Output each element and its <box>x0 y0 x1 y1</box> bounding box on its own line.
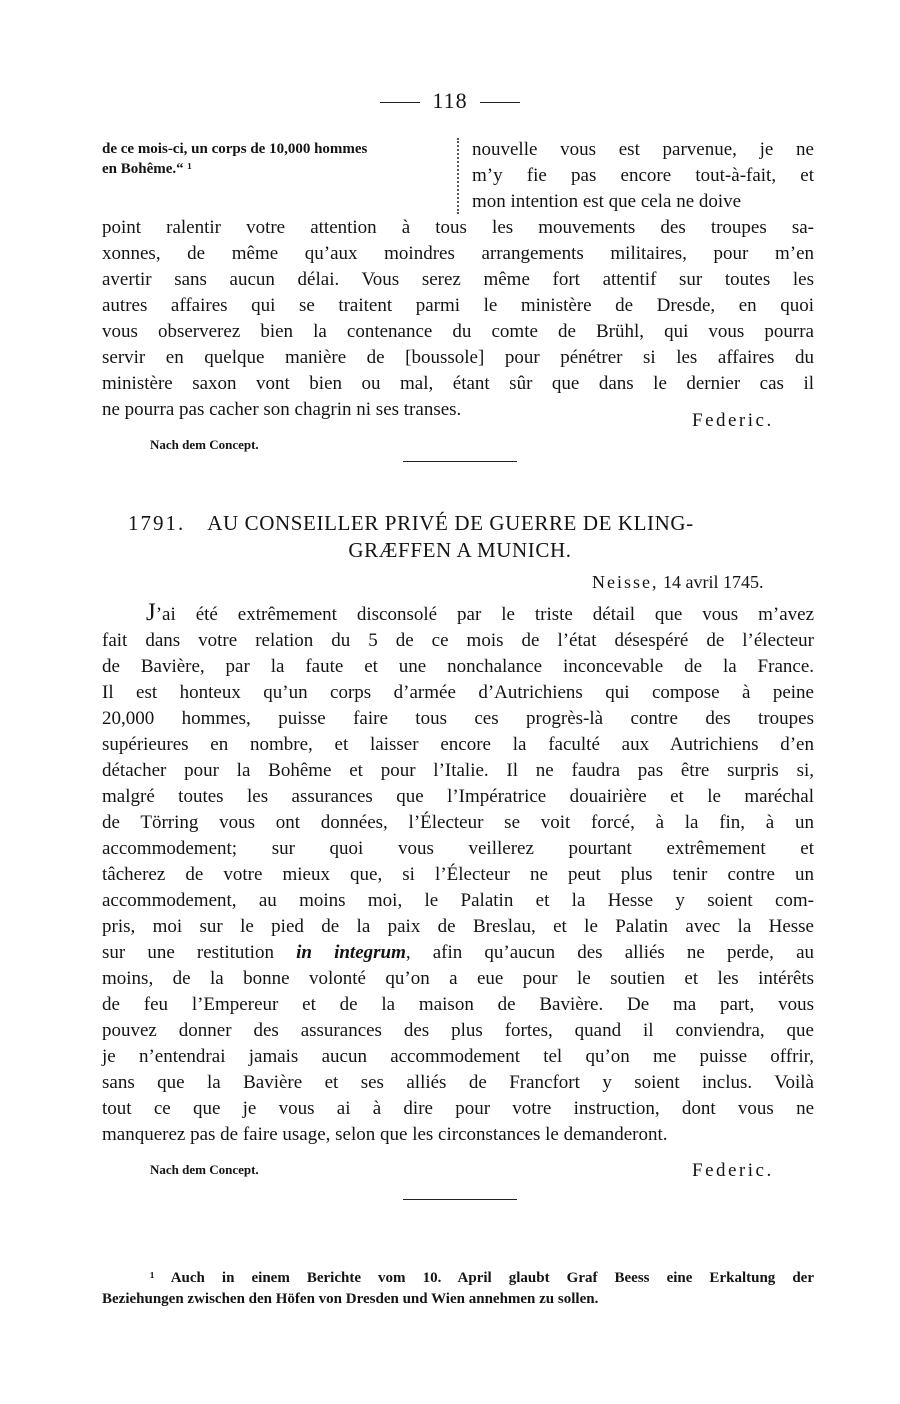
column-divider <box>457 138 459 214</box>
left-column-line: en Bohême.“ ¹ <box>102 161 192 177</box>
letter-line: Il est honteux qu’un corps d’armée d’Autrichiens qui compose à peine <box>102 682 814 703</box>
right-column-text <box>472 137 814 215</box>
page-number: 118 <box>0 88 900 114</box>
letter-signature: Federic. <box>692 1160 774 1181</box>
paragraph-line: xonnes, de même qu’aux moindres arrangements militaires, pour m’en <box>102 243 814 264</box>
letter-line: je n’entendrai jamais aucun accommodement tel qu’on me puisse offrir, <box>102 1046 814 1067</box>
paragraph-line: autres affaires qui se traitent parmi le ministère de Dresde, en quoi <box>102 295 814 316</box>
page-number-rule-right <box>480 102 520 103</box>
letter-line: accommodement, au moins moi, le Palatin et la Hesse y soient com- <box>102 890 814 911</box>
italic-latin-phrase: in integrum <box>296 942 406 963</box>
paragraph-line: ne pourra pas cacher son chagrin ni ses transes. <box>102 399 462 420</box>
letter-line: moins, de la bonne volonté qu’on a eue pour le soutien et les intérêts <box>102 968 814 989</box>
signature: Federic. <box>692 410 774 431</box>
paragraph-line: point ralentir votre attention à tous les mouvements des troupes sa- <box>102 217 814 238</box>
paragraph-line: vous observerez bien la contenance du comte de Brühl, qui vous pourra <box>102 321 814 342</box>
letter-heading-line-1: 1791. AU CONSEILLER PRIVÉ DE GUERRE DE KLING- <box>128 511 694 535</box>
left-column-line: de ce mois-ci, un corps de 10,000 hommes <box>102 141 368 157</box>
footnote-separator <box>403 1199 517 1200</box>
section-separator <box>403 461 517 462</box>
footnote-line: ¹ Auch in einem Berichte vom 10. April glaubt Graf Beess eine Erkaltung der <box>150 1270 814 1286</box>
paragraph-line: servir en quelque manière de [boussole] pour pénétrer si les affaires du <box>102 347 814 368</box>
letter-heading-line-2: GRÆFFEN A MUNICH. <box>348 538 572 562</box>
right-column-line: mon intention est que cela ne doive <box>472 191 742 212</box>
letter-line: 20,000 hommes, puisse faire tous ces progrès-là contre des troupes <box>102 708 814 729</box>
footnote-line: Beziehungen zwischen den Höfen von Dresden und Wien annehmen zu sollen. <box>102 1291 599 1307</box>
letter-line: accommodement; sur quoi vous veillerez pourtant extrêmement et <box>102 838 814 859</box>
drop-cap: J <box>146 599 156 626</box>
letter-line: pouvez donner des assurances des plus fortes, quand il conviendra, que <box>102 1020 814 1041</box>
letter-line: sur une restitution in integrum, afin qu’aucun des alliés ne perde, au <box>102 942 814 963</box>
letter-line: de feu l’Empereur et de la maison de Bavière. De ma part, vous <box>102 994 814 1015</box>
dateline-place: Neisse, <box>592 572 659 592</box>
dateline-date: 14 avril 1745. <box>663 572 764 592</box>
letter-body <box>102 600 814 1148</box>
letter-line: sans que la Bavière et ses alliés de Francfort y soient inclus. Voilà <box>102 1072 814 1093</box>
letter-line: pris, moi sur le pied de la paix de Breslau, et le Palatin avec la Hesse <box>102 916 814 937</box>
letter-line: tout ce que je vous ai à dire pour votre instruction, dont vous ne <box>102 1098 814 1119</box>
page-number-rule-left <box>380 102 420 103</box>
letter-line: supérieures en nombre, et laisser encore la faculté aux Autrichiens d’en <box>102 734 814 755</box>
letter-line: J’ai été extrêmement disconsolé par le triste détail que vous m’avez <box>146 599 814 626</box>
right-column-line: nouvelle vous est parvenue, je ne <box>472 139 814 160</box>
letter-number: 1791. <box>128 511 186 535</box>
letter-line: détacher pour la Bohême et pour l’Italie. Il ne faudra pas être surpris si, <box>102 760 814 781</box>
letter-line: de Bavière, par la faute et une nonchalance inconcevable de la France. <box>102 656 814 677</box>
paragraph-line: avertir sans aucun délai. Vous serez même fort attentif sur toutes les <box>102 269 814 290</box>
letter-line: manquerez pas de faire usage, selon que les circonstances le demanderont. <box>102 1124 668 1145</box>
letter-line: malgré toutes les assurances que l’Impératrice douairière et le maréchal <box>102 786 814 807</box>
letter-heading <box>128 510 792 564</box>
letter-line: tâcherez de votre mieux que, si l’Électeur ne peut plus tenir contre un <box>102 864 814 885</box>
dateline <box>592 572 764 593</box>
letter-source-note: Nach dem Concept. <box>150 1162 259 1177</box>
right-column-line: m’y fie pas encore tout-à-fait, et <box>472 165 814 186</box>
left-column-text <box>102 139 450 179</box>
continuation-paragraph <box>102 215 814 423</box>
footnote <box>102 1268 814 1310</box>
paragraph-line: ministère saxon vont bien ou mal, étant sûr que dans le dernier cas il <box>102 373 814 394</box>
letter-line: fait dans votre relation du 5 de ce mois de l’état désespéré de l’électeur <box>102 630 814 651</box>
source-note: Nach dem Concept. <box>150 437 259 452</box>
letter-line: de Törring vous ont données, l’Électeur se voit forcé, à la fin, à un <box>102 812 814 833</box>
